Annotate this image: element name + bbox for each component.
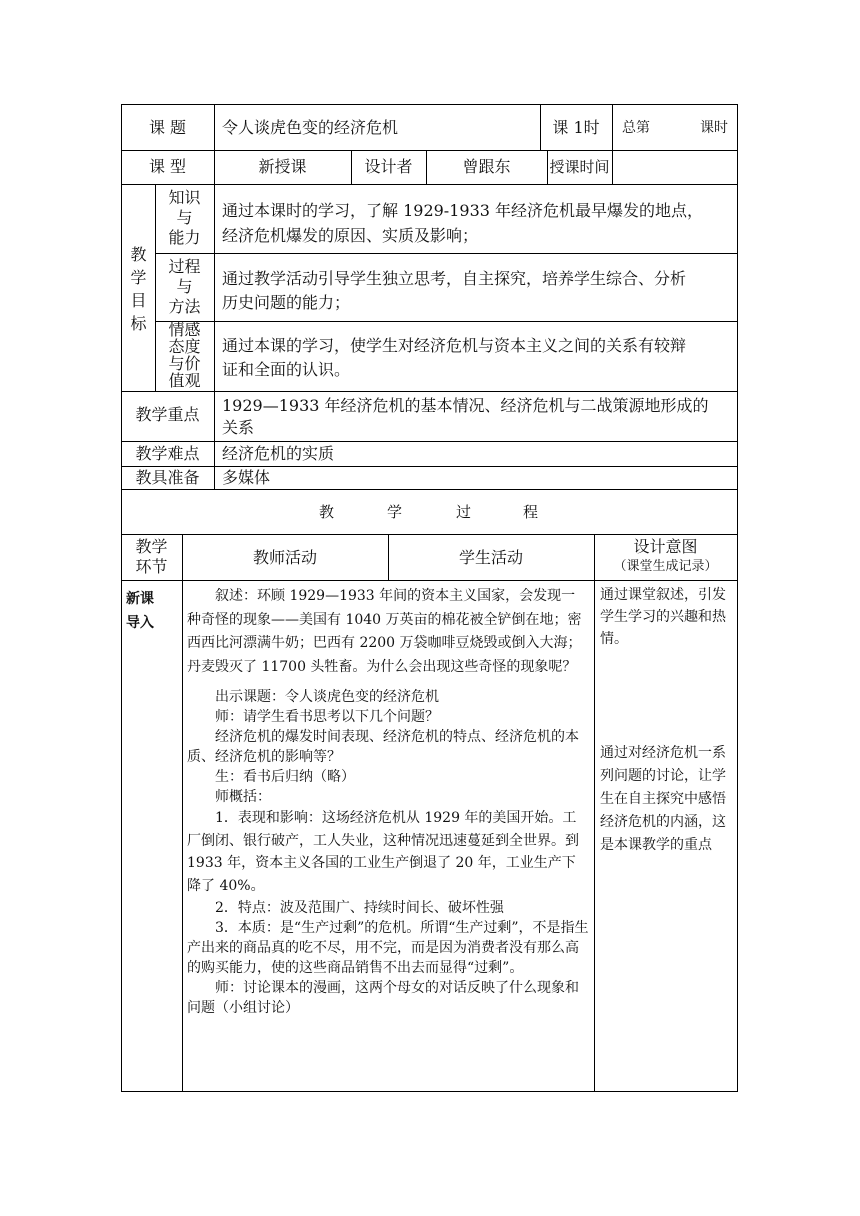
teacher-para-question: 师：请学生看书思考以下几个问题？ xyxy=(215,709,439,725)
goal-emotion-label: 情感 态度 与价 值观 xyxy=(168,320,201,390)
goals-label: 教 学 目 标 xyxy=(130,245,147,333)
col-stage-header: 教学 环节 xyxy=(135,537,168,576)
key-point-text-1: 1929—1933 年经济危机的基本情况、经济危机与二战策源地形成的 xyxy=(222,396,709,415)
intent-2: 通过对经济危机一系列问题的讨论，让学生在自主探究中感悟经济危机的内涵，这是本课教学的重点 xyxy=(600,745,726,853)
goal-emotion-text-2: 证和全面的认识。 xyxy=(222,360,351,379)
period-count: 课 1时 xyxy=(552,118,600,137)
teacher-para-point-3: 3．本质：是“生产过剩”的危机。所谓“生产过剩”，不是指生产出来的商品真的吃不尽，用不完，而是因为消费者没有那么高的购买能力，使的这些商品销售不出去而显得“过剩”。 xyxy=(187,920,589,976)
designer-name: 曾跟东 xyxy=(462,157,511,176)
topic-title: 令人谈虎色变的经济危机 xyxy=(222,118,399,137)
goal-emotion-text-1: 通过本课的学习，使学生对经济危机与资本主义之间的关系有较辩 xyxy=(222,336,687,355)
tools-text: 多媒体 xyxy=(222,468,271,487)
type-label: 课 型 xyxy=(148,157,187,176)
col-student-header: 学生活动 xyxy=(458,548,523,567)
goal-knowledge-text-1: 通过本课时的学习，了解 1929-1933 年经济危机最早爆发的地点， xyxy=(222,201,704,220)
teacher-para-student: 生：看书后归纳（略） xyxy=(215,769,355,785)
goal-process-label: 过程 与 方法 xyxy=(168,257,201,316)
goal-process-text-1: 通过教学活动引导学生独立思考，自主探究，培养学生综合、分析 xyxy=(222,269,687,288)
teacher-para-discussion: 师：讨论课本的漫画，这两个母女的对话反映了什么现象和问题（小组讨论） xyxy=(187,980,579,1016)
total-suffix: 课时 xyxy=(700,120,728,136)
topic-label: 课 题 xyxy=(148,118,187,137)
key-point-label: 教学重点 xyxy=(135,405,200,424)
goal-knowledge-label: 知识 与 能力 xyxy=(168,188,201,247)
designer-label: 设计者 xyxy=(364,157,413,176)
total-prefix: 总第 xyxy=(622,120,650,136)
teacher-para-point-1: 1．表现和影响：这场经济危机从 1929 年的美国开始。工厂倒闭、银行破产，工人失业，这种情况迅速蔓延到全世界。到 1933 年，资本主义各国的工业生产倒退了 20 年，工业生产下降了 40%。 xyxy=(187,810,579,894)
difficulty-label: 教学难点 xyxy=(135,444,200,463)
teacher-para-point-2: 2．特点：波及范围广、持续时间长、破坏性强 xyxy=(215,900,504,916)
goal-knowledge-text-2: 经济危机爆发的原因、实质及影响； xyxy=(222,226,479,245)
stage-intro: 新课 导入 xyxy=(126,591,154,631)
col-teacher-header: 教师活动 xyxy=(252,548,317,567)
teacher-para-topic: 出示课题：令人谈虎色变的经济危机 xyxy=(215,689,439,705)
difficulty-text: 经济危机的实质 xyxy=(222,444,335,463)
tools-label: 教具准备 xyxy=(135,468,200,487)
intent-1: 通过课堂叙述，引发学生学习的兴趣和热情。 xyxy=(600,587,726,647)
time-label: 授课时间 xyxy=(549,158,610,176)
key-point-text-2: 关系 xyxy=(222,418,255,437)
teacher-para-narration: 叙述：环顾 1929—1933 年间的资本主义国家，会发现一种奇怪的现象——美国有 1040 万英亩的棉花被全铲倒在地；密西西比河漂满牛奶；巴西有 2200 万袋咖啡豆烧毁或倒入大海；丹麦毁灭了 11700 头牲畜。为什么会出现这些奇怪的现象呢？ xyxy=(187,588,582,675)
col-intent-header: 设计意图 （课堂生成记录） xyxy=(613,537,718,574)
teacher-para-summary: 师概括： xyxy=(215,789,271,805)
lesson-type: 新授课 xyxy=(258,157,307,176)
goal-process-text-2: 历史问题的能力； xyxy=(222,293,351,312)
teacher-activities xyxy=(187,585,589,1018)
teacher-para-question-list: 经济危机的爆发时间表现、经济危机的特点、经济危机的本质、经济危机的影响等？ xyxy=(187,729,579,765)
